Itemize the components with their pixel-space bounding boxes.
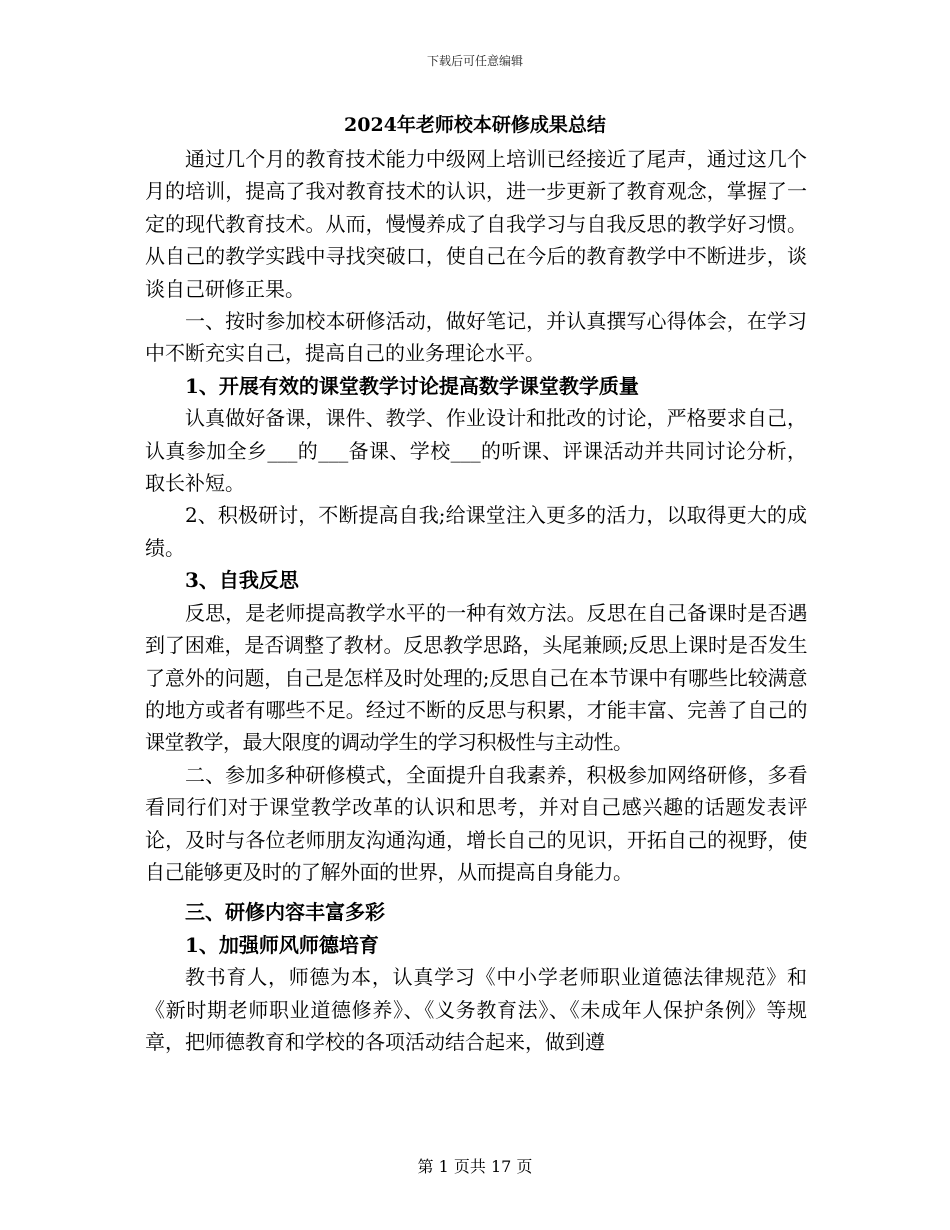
paragraph-section-one: 一、按时参加校本研修活动，做好笔记，并认真撰写心得体会，在学习中不断充实自己，提高自己的业务理论水平。 — [145, 309, 807, 366]
paragraph-reflection: 反思，是老师提高教学水平的一种有效方法。反思在自己备课时是否遇到了困难，是否调整了教材。反思教学思路，头尾兼顾;反思上课时是否发生了意外的问题，自己是怎样及时处理的;反思自己在本节课中有哪些比较满意的地方或者有哪些不足。经过不断的反思与积累，才能丰富、完善了自己的课堂教学，最大限度的调动学生的学习积极性与主动性。 — [145, 600, 807, 755]
paragraph-section-two: 二、参加多种研修模式，全面提升自我素养，积极参加网络研修，多看看同行们对于课堂教学改革的认识和思考，并对自己感兴趣的话题发表评论，及时与各位老师朋友沟通沟通，增长自己的见识，开拓自己的视野，使自己能够更及时的了解外面的世界，从而提高自身能力。 — [145, 762, 807, 884]
heading-self-reflection: 3、自我反思 — [185, 568, 299, 593]
paragraph-active-research: 2、积极研讨，不断提高自我;给课堂注入更多的活力，以取得更大的成绩。 — [145, 503, 807, 560]
heading-teacher-ethics: 1、加强师风师德培育 — [185, 932, 379, 957]
header-note: 下载后可任意编辑 — [426, 54, 523, 68]
document-body — [145, 143, 807, 1058]
paragraph-teacher-ethics: 教书育人，师德为本，认真学习《中小学老师职业道德法律规范》和《新时期老师职业道德修养》、《义务教育法》、《未成年人保护条例》等规章，把师德教育和学校的各项活动结合起来，做到遵 — [145, 965, 807, 1054]
paragraph-lesson-preparation: 认真做好备课，课件、教学、作业设计和批改的讨论，严格要求自己，认真参加全乡___的___备课、学校___的听课、评课活动并共同讨论分析，取长补短。 — [145, 406, 807, 496]
paragraph-intro: 通过几个月的教育技术能力中级网上培训已经接近了尾声，通过这几个月的培训，提高了我对教育技术的认识，进一步更新了教育观念，掌握了一定的现代教育技术。从而，慢慢养成了自我学习与自我反思的教学好习惯。从自己的教学实践中寻找突破口，使自己在今后的教育教学中不断进步，谈谈自己研修正果。 — [145, 147, 807, 301]
heading-section-three: 三、研修内容丰富多彩 — [185, 900, 385, 925]
document-title: 2024年老师校本研修成果总结 — [344, 114, 606, 136]
page-footer: 第 1 页共 17 页 — [417, 1157, 533, 1176]
heading-classroom-discussion: 1、开展有效的课堂教学讨论提高数学课堂教学质量 — [185, 373, 639, 398]
